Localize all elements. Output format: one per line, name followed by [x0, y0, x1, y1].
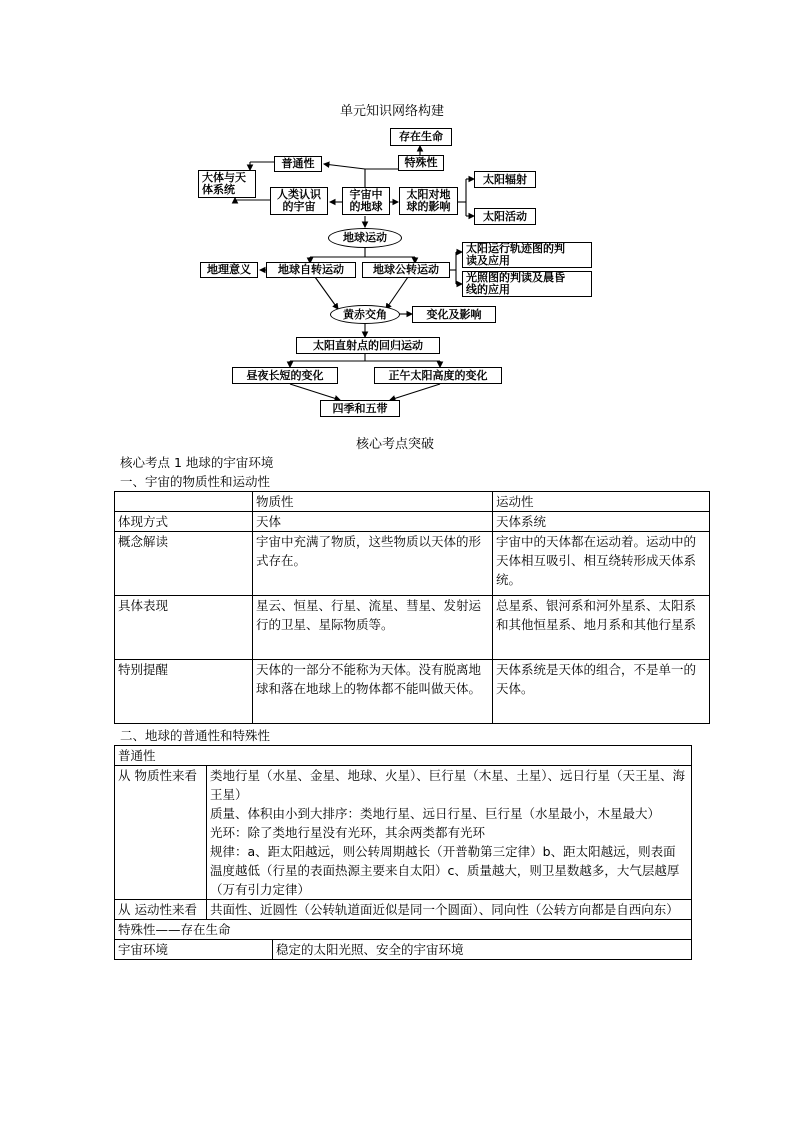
table-cell: 天体的一部分不能称为天体。没有脱离地球和落在地球上的物体都不能叫做天体。 — [253, 660, 493, 724]
table-cell: 星云、恒星、行星、流星、彗星、发射运行的卫星、星际物质等。 — [253, 596, 493, 660]
kaodian-title: 核心考点 1 地球的宇宙环境 — [120, 455, 274, 470]
table-row — [115, 940, 692, 960]
wuzhi-line: 光环：除了类地行星没有光环，其余两类都有光环 — [210, 825, 486, 840]
table-header-row — [115, 492, 710, 512]
node-zizhuan-yundong: 地球自转运动 — [266, 262, 356, 278]
table-cell: 天体系统 — [493, 512, 710, 532]
node-siji-wudai: 四季和五带 — [320, 400, 400, 417]
table-row — [115, 746, 692, 766]
table-cell — [207, 766, 692, 900]
node-guiji-tu: 太阳运行轨迹图的判 读及应用 — [462, 242, 592, 268]
node-taiyang-huodong: 太阳活动 — [474, 208, 536, 225]
node-taiyang-yingxiang: 太阳对地 球的影响 — [399, 187, 458, 215]
table-row — [115, 532, 710, 596]
connector-arrow — [315, 277, 338, 309]
teshu-header: 特殊性——存在生命 — [115, 920, 692, 940]
table-matter-motion — [114, 491, 710, 724]
wuzhi-line: 类地行星（水星、金星、地球、火星）、巨行星（木星、土星）、远日行星（天王星、海王星） — [210, 768, 686, 802]
node-diqiu-yundong: 地球运动 — [328, 228, 402, 248]
table-header-cell — [115, 492, 253, 512]
node-zhouye-bianhua: 昼夜长短的变化 — [232, 367, 338, 384]
node-taiyang-fushe: 太阳辐射 — [474, 171, 536, 188]
node-yuzhou-diqiu: 宇宙中 的地球 — [342, 187, 390, 215]
node-guangzhao-tu: 光照图的判读及晨昏 线的应用 — [462, 271, 592, 297]
node-putongxing: 普通性 — [274, 156, 322, 172]
node-zhengwu-gaodu: 正午太阳高度的变化 — [374, 367, 502, 384]
table-header-cell: 运动性 — [493, 492, 710, 512]
table-cell: 宇宙中充满了物质，这些物质以天体的形式存在。 — [253, 532, 493, 596]
node-bianhua-yingxiang: 变化及影响 — [412, 306, 496, 323]
putong-header: 普通性 — [115, 746, 692, 766]
knowledge-network-diagram — [190, 124, 610, 424]
wuzhi-line: 质量、体积由小到大排序：类地行星、远日行星、巨行星（水星最小，木星最大） — [210, 806, 661, 821]
node-tianti-xitong: 大体与天 体系统 — [198, 170, 256, 198]
table-cell: 宇宙中的天体都在运动着。运动中的天体相互吸引、相互绕转形成天体系统。 — [493, 532, 710, 596]
section1-title: 一、宇宙的物质性和运动性 — [120, 474, 271, 489]
connector-arrow — [290, 384, 340, 400]
node-teshuxing: 特殊性 — [398, 155, 444, 171]
row-label: 特别提醒 — [115, 660, 253, 724]
table-row — [115, 596, 710, 660]
node-dili-yiyi: 地理意义 — [200, 262, 258, 278]
connector-arrow — [386, 277, 408, 309]
table-row — [115, 900, 692, 920]
table-row — [115, 766, 692, 900]
node-gongzhuan-yundong: 地球公转运动 — [362, 262, 450, 278]
table-ordinary-special — [114, 745, 692, 960]
table-header-cell: 物质性 — [253, 492, 493, 512]
node-huangchi-jiaojiao: 黄赤交角 — [330, 305, 400, 324]
table-row — [115, 920, 692, 940]
node-zhishe-dian: 太阳直射点的回归运动 — [296, 337, 440, 354]
row-label: 从 物质性来看 — [115, 766, 207, 900]
node-cunzai-shengming: 存在生命 — [390, 128, 452, 146]
connector-arrow — [324, 164, 365, 169]
table-cell: 总星系、银河系和河外星系、太阳系和其他恒星系、地月系和其他行星系 — [493, 596, 710, 660]
table-cell: 共面性、近圆性（公转轨道面近似是同一个圆面）、同向性（公转方向都是自西向东） — [207, 900, 692, 920]
wuzhi-line: 规律：a、距太阳越远，则公转周期越长（开普勒第三定律）b、距太阳越远，则表面温度越低（行星的表面热源主要来自太阳）c、质量越大，则卫星数越多，大气层越厚（万有引力定律） — [210, 844, 680, 897]
node-renlei-renshi: 人类认识 的宇宙 — [270, 187, 328, 215]
network-heading: 单元知识网络构建 — [340, 104, 445, 119]
table-cell: 稳定的太阳光照、安全的宇宙环境 — [273, 940, 692, 960]
row-label: 具体表现 — [115, 596, 253, 660]
row-label: 宇宙环境 — [115, 940, 273, 960]
table-row — [115, 512, 710, 532]
row-label: 体现方式 — [115, 512, 253, 532]
row-label: 从 运动性来看 — [115, 900, 207, 920]
table-cell: 天体 — [253, 512, 493, 532]
section2-title: 二、地球的普通性和特殊性 — [120, 728, 271, 743]
table-row — [115, 660, 710, 724]
connector-arrow — [390, 384, 440, 400]
table-cell: 天体系统是天体的组合，不是单一的天体。 — [493, 660, 710, 724]
row-label: 概念解读 — [115, 532, 253, 596]
core-heading: 核心考点突破 — [356, 437, 435, 452]
